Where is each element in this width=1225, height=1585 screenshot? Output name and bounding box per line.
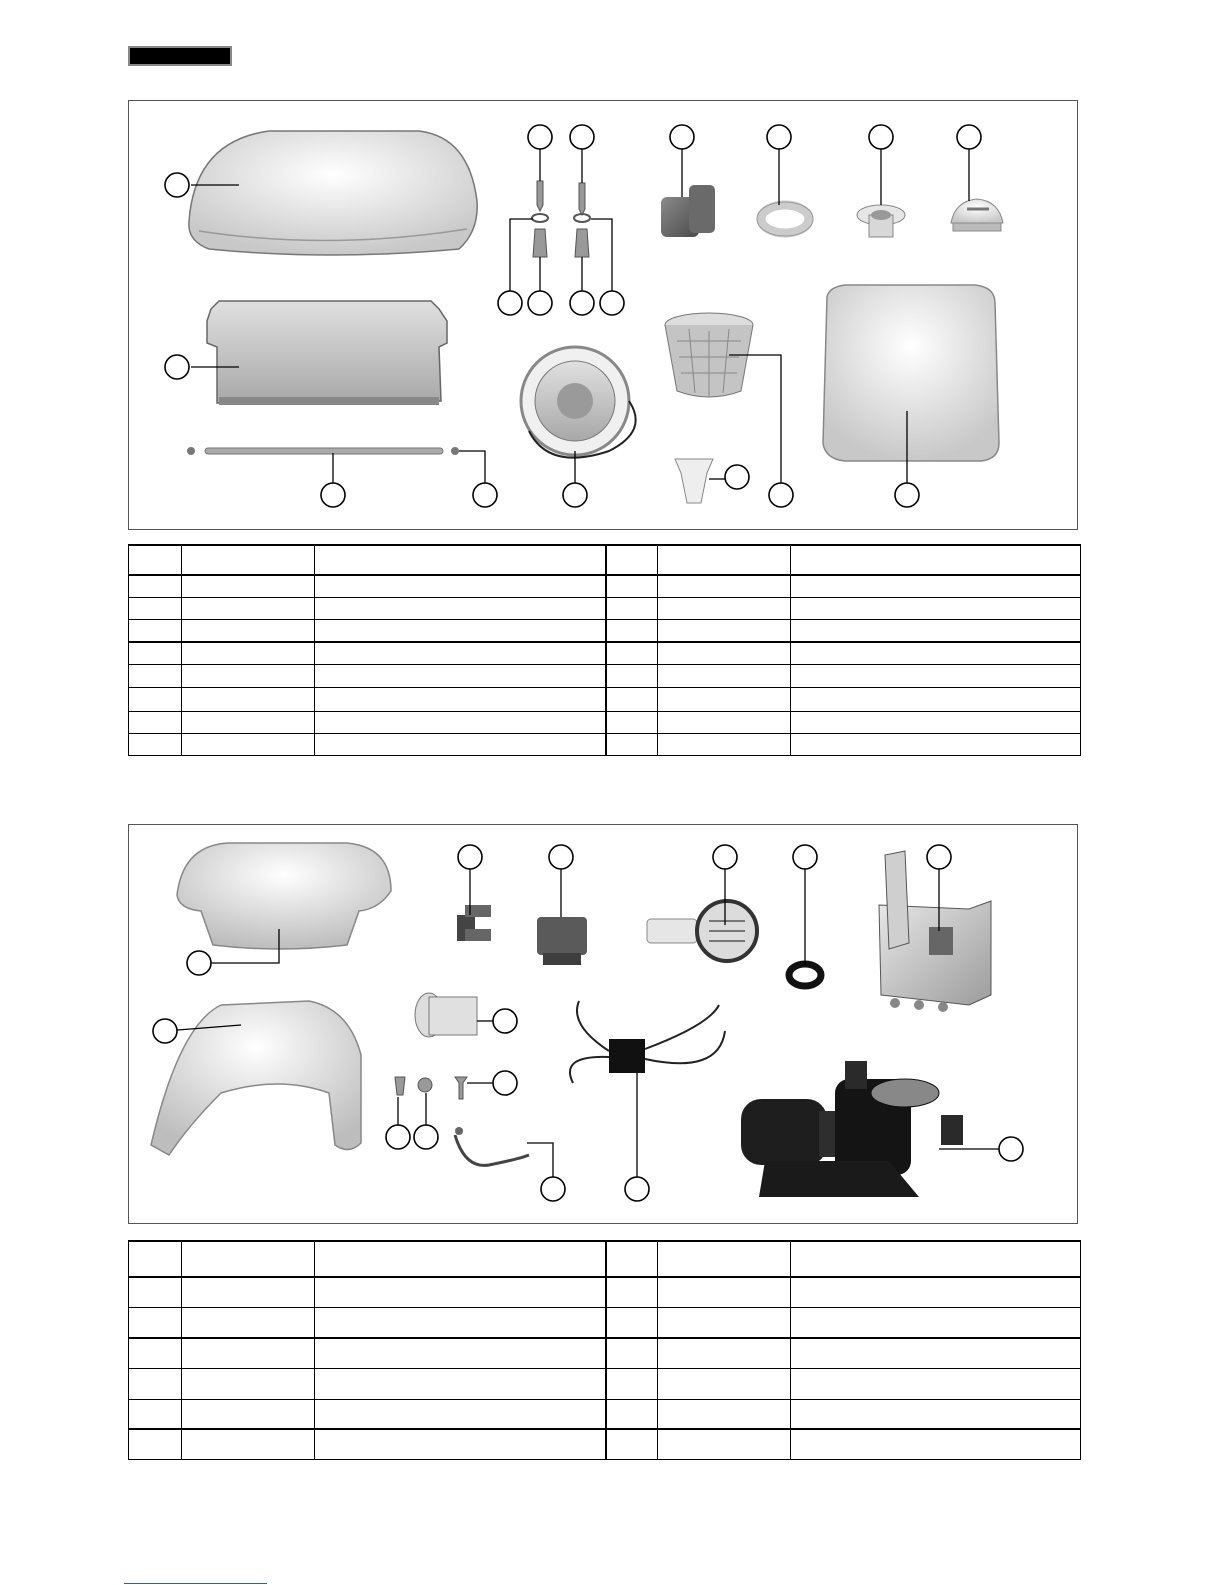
table-row [129,1338,1081,1368]
table-row [129,575,1081,597]
table-row [129,597,1081,619]
pipe-union-part [537,917,587,965]
pool-light-part [521,347,636,458]
table-row [129,1429,1081,1459]
terminal-connector-part [457,905,491,941]
table-row [129,1368,1081,1399]
skimmer-hood-part [177,843,391,949]
arched-cover-part [151,1001,361,1155]
table-header-row [129,545,1081,575]
plug-cap-part [951,199,1003,231]
electrical-box-part [879,851,991,1012]
clip-fitting-part [675,459,713,503]
section-header-bar [128,46,232,66]
table-row [129,1307,1081,1338]
table-row [129,619,1081,642]
skimmer-cover-part [823,285,999,461]
elbow-fitting-part [661,185,715,237]
footer-link-underline [124,1583,267,1584]
table-row [129,733,1081,755]
parts-illustration-top [129,101,1077,529]
table-row [129,1277,1081,1307]
o-ring-part [789,964,821,986]
parts-photo-panel-bottom [128,824,1078,1224]
parts-list-table-bottom [128,1240,1081,1460]
parts-illustration-bottom [129,825,1077,1223]
skimmer-lid-part [189,131,477,255]
gasket-ring-part [757,202,813,236]
table-row [129,711,1081,733]
sensor-cable-part [455,1127,529,1165]
table-row [129,687,1081,711]
light-housing-part [415,993,477,1037]
transformer-part [570,1001,725,1083]
parts-photo-panel-top [128,100,1078,530]
table-row [129,642,1081,664]
pool-pump-part [741,1061,963,1197]
flange-fitting-part [857,205,905,237]
table-row [129,664,1081,687]
table-header-row [129,1241,1081,1277]
parts-list-table-top [128,544,1081,756]
inlet-nozzle-part [647,901,757,961]
skimmer-body-part [207,301,447,405]
table-row [129,1399,1081,1429]
screw-anchor-set-part [532,181,590,257]
small-fittings-part [395,1077,467,1099]
threaded-rod-part [187,447,459,455]
